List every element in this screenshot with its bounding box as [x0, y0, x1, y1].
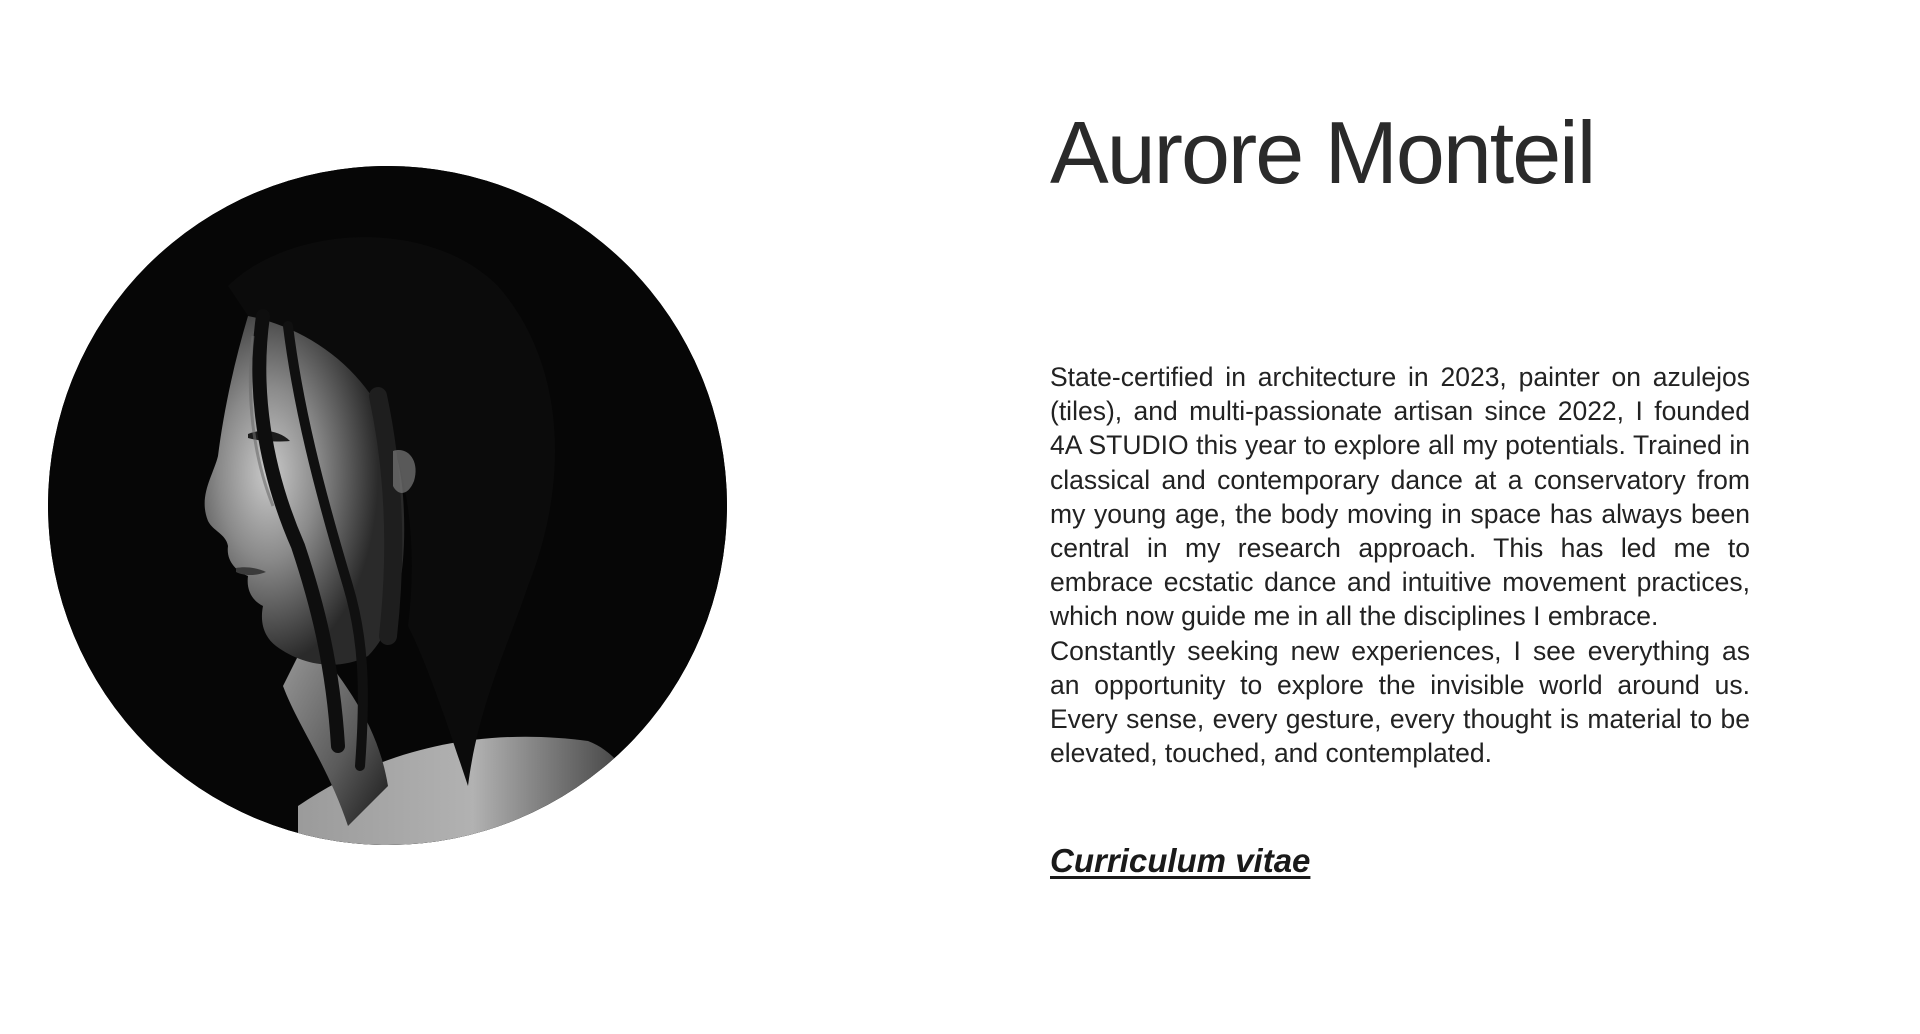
bio-paragraph-2: Constantly seeking new experiences, I see everything as an opportunity to explore the invisible world around us. Every sense, every gesture, every thought is material to be elevated, touched, and contemplated. [1050, 635, 1750, 769]
bio-text [1050, 360, 1750, 770]
curriculum-vitae-link[interactable]: Curriculum vitae [1050, 842, 1311, 879]
bio-paragraph-1: State-certified in architecture in 2023, painter on azulejos (tiles), and multi-passionate artisan since 2022, I founded 4A STUDIO this year to explore all my potentials. Trained in classical and contemporary dance at a conservatory from my young age, the body moving in space has always been central in my research approach. This has led me to embrace ecstatic dance and intuitive movement practices, which now guide me in all the disciplines I embrace. [1050, 362, 1750, 632]
portrait-graphic [48, 166, 727, 845]
portrait-image [48, 166, 727, 845]
page-title: Aurore Monteil [1050, 103, 1595, 202]
